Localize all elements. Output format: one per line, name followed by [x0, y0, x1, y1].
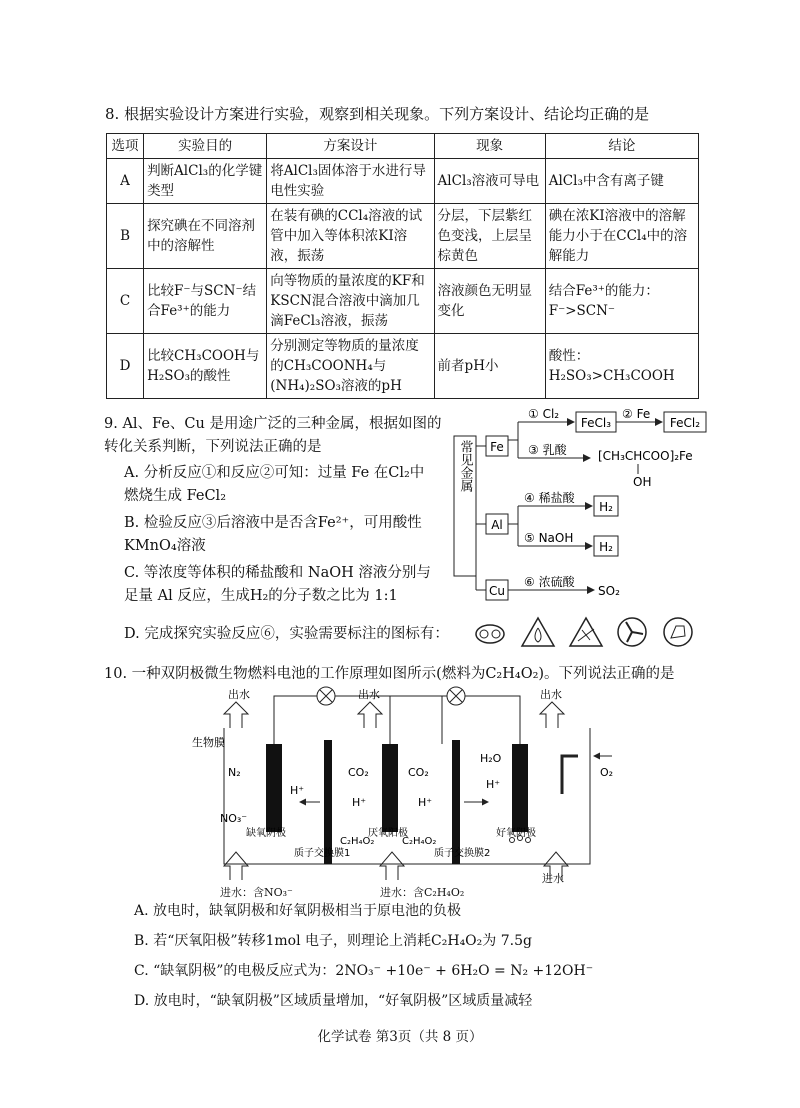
- outlet-arrow-icon: [540, 702, 564, 728]
- question-9-option-c: C. 等浓度等体积的稀盐酸和 NaOH 溶液分别与 足量 Al 反应，生成H₂的分子数之比为 1:1: [124, 565, 431, 604]
- header-conclusion: 结论: [545, 134, 698, 159]
- question-10-stem: 10. 一种双阴极微生物燃料电池的工作原理如图所示(燃料为C₂H₄O₂)。下列说法正确的是: [104, 666, 675, 682]
- page-footer: 化学试卷 第3页（共 8 页）: [317, 1029, 483, 1045]
- nitrate-label: NO₃⁻: [220, 812, 248, 825]
- anoxic-cathode-electrode: [266, 744, 282, 832]
- hplus-label-4: H⁺: [486, 778, 501, 791]
- row-option: B: [107, 204, 144, 269]
- row-design: 分别测定等物质的量浓度的CH₃COONH₄与(NH₄)₂SO₃溶液的pH: [267, 334, 434, 399]
- question-9-option-a: A. 分析反应①和反应②可知：过量 Fe 在Cl₂中 燃烧生成 FeCl₂: [124, 465, 425, 504]
- row-option: C: [107, 269, 144, 334]
- goggles-icon: [476, 625, 504, 643]
- inlet-label-middle: 进水：含C₂H₄O₂: [380, 886, 465, 899]
- reaction-4-label: ④ 稀盐酸: [524, 491, 575, 505]
- h2-label-b: H₂: [599, 540, 613, 554]
- row-option: D: [107, 334, 144, 399]
- fuel-label-2: C₂H₄O₂: [402, 836, 437, 847]
- bulb-icon: [447, 687, 465, 705]
- metal-conversion-diagram: [450, 404, 720, 604]
- question-9-stem: 9. Al、Fe、Cu 是用途广泛的三种金属，根据如图的 转化关系判断，下列说法正确的是: [104, 416, 442, 455]
- aerobic-cathode-electrode: [512, 744, 528, 832]
- h2-label-a: H₂: [599, 500, 613, 514]
- hand-wash-icon: [664, 618, 692, 646]
- iron-lactate-label: [CH₃CHCOO]₂Fe: [598, 449, 693, 463]
- co2-label-2: CO₂: [408, 766, 429, 779]
- anoxic-cathode-label: 缺氧阴极: [246, 828, 286, 839]
- question-9-option-b: B. 检验反应③后溶液中是否含Fe²⁺，可用酸性 KMnO₄溶液: [124, 515, 422, 554]
- row-conclusion: 酸性： H₂SO₃>CH₃COOH: [545, 334, 698, 399]
- corrosive-warning-icon: [570, 618, 602, 646]
- anaerobic-anode-label: 厌氧阳极: [368, 828, 408, 839]
- row-phenomenon: AlCl₃溶液可导电: [434, 159, 545, 204]
- hydroxyl-label: OH: [633, 475, 652, 489]
- header-design: 方案设计: [267, 134, 434, 159]
- row-conclusion: 碘在浓KI溶液中的溶解能力小于在CCl₄中的溶解能力: [545, 204, 698, 269]
- table-row: [107, 334, 699, 399]
- row-conclusion: AlCl₃中含有离子键: [545, 159, 698, 204]
- row-phenomenon: 分层，下层紫红色变浅，上层呈棕黄色: [434, 204, 545, 269]
- outlet-arrow-icon: [358, 702, 382, 728]
- hplus-label-1: H⁺: [290, 784, 305, 797]
- hazard-icons: [472, 614, 700, 650]
- row-design: 向等物质的量浓度的KF和KSCN混合溶液中滴加几滴FeCl₃溶液，振荡: [267, 269, 434, 334]
- pem2-label: 质子交换膜2: [434, 848, 491, 859]
- inlet-label-right: 进水: [542, 872, 564, 885]
- inlet-label-left: 进水：含NO₃⁻: [220, 886, 293, 899]
- biofilm-label: 生物膜: [192, 736, 225, 749]
- row-design: 在装有碘的CCl₄溶液的试管中加入等体积浓KI溶液，振荡: [267, 204, 434, 269]
- table-header-row: [107, 134, 699, 159]
- aerobic-cathode-label: 好氧阴极: [496, 828, 536, 839]
- fe-label: Fe: [490, 440, 504, 454]
- fuel-label-1: C₂H₄O₂: [340, 836, 375, 847]
- header-option: 选项: [107, 134, 144, 159]
- header-purpose: 实验目的: [144, 134, 267, 159]
- fecl3-label: FeCl₃: [580, 416, 612, 430]
- o2-label: O₂: [600, 766, 614, 779]
- fecl2-label: FeCl₂: [669, 416, 701, 430]
- flammable-warning-icon: [522, 618, 554, 646]
- n2-label: N₂: [228, 766, 241, 779]
- oxygen-pipe: [562, 756, 578, 794]
- ventilation-icon: [618, 618, 646, 646]
- row-purpose: 比较CH₃COOH与H₂SO₃的酸性: [144, 334, 267, 399]
- row-purpose: 比较F⁻与SCN⁻结合Fe³⁺的能力: [144, 269, 267, 334]
- question-10-option-a: A. 放电时，缺氧阴极和好氧阴极相当于原电池的负极: [134, 903, 462, 919]
- fuel-cell-diagram: [190, 684, 650, 884]
- row-purpose: 判断AlCl₃的化学键类型: [144, 159, 267, 204]
- header-phenomenon: 现象: [434, 134, 545, 159]
- question-8-table: [106, 133, 699, 399]
- reaction-6-label: ⑥ 浓硫酸: [524, 575, 575, 589]
- inlet-arrow-icon: [380, 852, 404, 880]
- inlet-arrow-icon: [224, 852, 248, 880]
- hplus-label-3: H⁺: [418, 796, 433, 809]
- row-design: 将AlCl₃固体溶于水进行导电性实验: [267, 159, 434, 204]
- question-10-option-d: D. 放电时，“缺氧阴极”区域质量增加，“好氧阴极”区域质量减轻: [134, 993, 533, 1009]
- proton-membrane-1: [324, 740, 332, 864]
- outlet-label-right: 出水: [540, 688, 562, 701]
- question-10-option-b: B. 若“厌氧阳极”转移1mol 电子，则理论上消耗C₂H₄O₂为 7.5g: [134, 933, 532, 949]
- row-phenomenon: 溶液颜色无明显变化: [434, 269, 545, 334]
- bulb-icon: [317, 687, 335, 705]
- reaction-5-label: ⑤ NaOH: [524, 531, 574, 545]
- pem1-label: 质子交换膜1: [294, 848, 351, 859]
- question-9-option-d: D. 完成探究实验反应⑥，实验需要标注的图标有：: [124, 626, 449, 642]
- anaerobic-anode-electrode: [382, 744, 398, 832]
- row-option: A: [107, 159, 144, 204]
- table-row: [107, 269, 699, 334]
- metal-group-label: 常见金属: [457, 440, 473, 492]
- outlet-label-left: 出水: [228, 688, 250, 701]
- outlet-arrow-icon: [224, 702, 248, 728]
- hplus-label-2: H⁺: [352, 796, 367, 809]
- row-phenomenon: 前者pH小: [434, 334, 545, 399]
- so2-label: SO₂: [598, 584, 620, 598]
- reaction-3-label: ③ 乳酸: [528, 443, 567, 457]
- reaction-1-label: ① Cl₂: [528, 407, 560, 421]
- proton-membrane-2: [452, 740, 460, 864]
- table-row: [107, 204, 699, 269]
- row-purpose: 探究碘在不同溶剂中的溶解性: [144, 204, 267, 269]
- row-conclusion: 结合Fe³⁺的能力：F⁻>SCN⁻: [545, 269, 698, 334]
- table-row: [107, 159, 699, 204]
- question-10-option-c: C. “缺氧阴极”的电极反应式为：2NO₃⁻ +10e⁻ + 6H₂O = N₂ +12OH⁻: [134, 963, 594, 979]
- cu-label: Cu: [489, 584, 505, 598]
- outlet-label-middle: 出水: [358, 688, 380, 701]
- al-label: Al: [491, 518, 503, 532]
- co2-label-1: CO₂: [348, 766, 369, 779]
- question-8-stem: 8. 根据实验设计方案进行实验，观察到相关现象。下列方案设计、结论均正确的是: [105, 105, 650, 123]
- reaction-2-label: ② Fe: [622, 407, 651, 421]
- water-label: H₂O: [480, 752, 502, 765]
